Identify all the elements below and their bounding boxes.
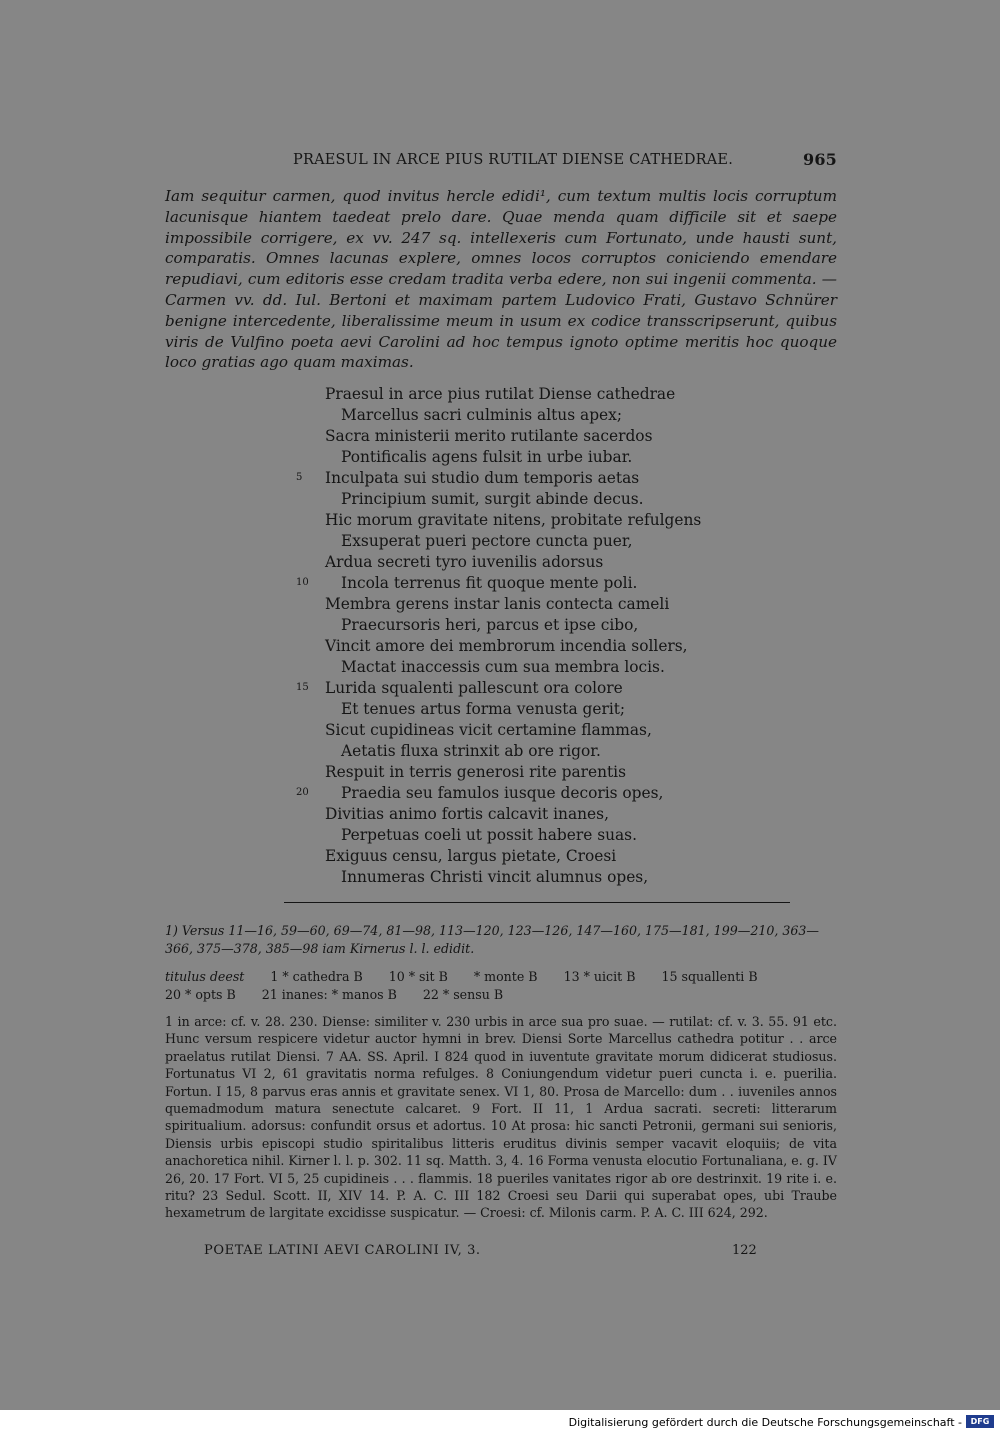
apparatus-entry: 21 inanes: * manos B: [261, 986, 397, 1002]
verse-number: 5: [296, 472, 303, 483]
verse-text: Et tenues artus forma venusta gerit;: [341, 700, 626, 718]
verse-number: 20: [296, 787, 309, 798]
verse-text: Divitias animo fortis calcavit inanes,: [325, 805, 609, 823]
verse-text: Innumeras Christi vincit alumnus opes,: [341, 868, 649, 886]
verse-line: [0, 532, 1000, 553]
verse-text: Mactat inaccessis cum sua membra locis.: [341, 658, 665, 676]
verse-line: [0, 742, 1000, 763]
verse-line: [0, 700, 1000, 721]
verse-line: [0, 847, 1000, 868]
apparatus-entry: titulus deest: [165, 969, 245, 984]
verse-line: [0, 721, 1000, 742]
verse-line: [0, 511, 1000, 532]
verse-line: [0, 679, 1000, 700]
verse-line: [0, 406, 1000, 427]
verse-text: Lurida squalenti pallescunt ora colore: [325, 679, 623, 697]
verse-text: Incola terrenus fit quoque mente poli.: [341, 574, 638, 592]
apparatus-entry: 15 squallenti B: [661, 969, 758, 984]
verse-line: [0, 805, 1000, 826]
verse-text: Praecursoris heri, parcus et ipse cibo,: [341, 616, 639, 634]
verse-text: Praesul in arce pius rutilat Diense cathedrae: [325, 385, 676, 403]
verse-line: [0, 574, 1000, 595]
verse-text: Sicut cupidineas vicit certamine flammas,: [325, 721, 652, 739]
verse-text: Respuit in terris generosi rite parentis: [325, 763, 626, 781]
verse-line: [0, 595, 1000, 616]
verse-text: Membra gerens instar lanis contecta cameli: [325, 595, 670, 613]
verse-line: [0, 826, 1000, 847]
verse-line: [0, 658, 1000, 679]
verse-line: [0, 427, 1000, 448]
verse-text: Ardua secreti tyro iuvenilis adorsus: [325, 553, 604, 571]
verse-line: [0, 385, 1000, 406]
apparatus-entry: * monte B: [473, 969, 538, 984]
verse-text: Exsuperat pueri pectore cuncta puer,: [341, 532, 633, 550]
verse-line: [0, 490, 1000, 511]
verse-text: Inculpata sui studio dum temporis aetas: [325, 469, 640, 487]
dfg-logo: DFG: [966, 1415, 994, 1428]
apparatus-entry: 13 * uicit B: [563, 969, 636, 984]
verse-line: [0, 763, 1000, 784]
page-header: [165, 150, 837, 174]
verse-number: 10: [296, 577, 309, 588]
critical-apparatus: [165, 968, 837, 1003]
footnote-rule: [284, 902, 790, 903]
footnote: 1) Versus 11—16, 59—60, 69—74, 81—98, 113—120, 123—126, 147—160, 175—181, 199—210, 363—366, 375—378, 385—98 iam Kirnerus l. l. edidit.: [165, 923, 819, 956]
digitization-footer: [0, 1410, 1000, 1434]
verse-text: Principium sumit, surgit abinde decus.: [341, 490, 644, 508]
verse-line: [0, 616, 1000, 637]
running-title: PRAESUL IN ARCE PIUS RUTILAT DIENSE CATHEDRAE.: [293, 152, 734, 168]
verse-line: [0, 784, 1000, 805]
verse-text: Vincit amore dei membrorum incendia sollers,: [325, 637, 688, 655]
signature-left: POETAE LATINI AEVI CAROLINI IV, 3.: [204, 1243, 481, 1258]
verse-text: Exiguus censu, largus pietate, Croesi: [325, 847, 617, 865]
signature-right: 122: [732, 1243, 757, 1258]
verse-text: Pontificalis agens fulsit in urbe iubar.: [341, 448, 633, 466]
verse-text: Marcellus sacri culminis altus apex;: [341, 406, 623, 424]
commentary: 1 in arce: cf. v. 28. 230. Diense: similiter v. 230 urbis in arce sua pro suae. — rutilat: cf. v. 3. 55. 91 etc. Hunc versum respicere videtur auctor hymni in brev. Diensi Sorte Marcellus cathedra potitur . . arce praelatus rutilat Diensi. 7 AA. SS. April. I 824 quod in iuventute gravitate morum didicerat studiosus. Fortunatus VI 2, 61 gravitatis norma refulges. 8 Coniungendum videtur pueri cuncta i. e. puerilia. Fortun. I 15, 8 parvus eras annis et gravitate senex. VI 1, 80. Prosa de Marcello: dum . . iuveniles annos quemadmodum matura senectute calcaret. 9 Fort. II 11, 1 Ardua sacrati. secreti: litterarum spiritualium. adorsus: confundit orsus et adortus. 10 At prosa: hic sancti Petronii, germani sui senioris, Diensis urbis episcopi studio spiritalibus litteris eruditus divinis semper vacavit eloquiis; de vita anachoretica nihil. Kirner l. l. p. 302. 11 sq. Matth. 3, 4. 16 Forma venusta elocutio Fortunaliana, e. g. IV 26, 20. 17 Fort. VI 5, 25 cupidineis . . . flammis. 18 pueriles vanitates rigor ab ore destrinxit. 19 rite i. e. ritu? 23 Sedul. Scott. II, XIV 14. P. A. C. III 182 Croesi seu Darii qui superabat opes, ubi Traube hexametrum de largitate excidisse suspicatur. — Croesi: cf. Milonis carm. P. A. C. III 624, 292.: [165, 1014, 837, 1221]
verse-number: 15: [296, 682, 309, 693]
verse-text: Aetatis fluxa strinxit ab ore rigor.: [341, 742, 601, 760]
apparatus-entry: 22 * sensu B: [422, 986, 504, 1002]
page-number: 965: [803, 150, 837, 169]
verse-text: Sacra ministerii merito rutilante sacerdos: [325, 427, 653, 445]
intro-paragraph: Iam sequitur carmen, quod invitus hercle edidi¹, cum textum multis locis corruptum lacunisque hiantem taedeat prelo dare. Quae menda quam difficile sit et saepe impossibile corrigere, ex vv. 247 sq. intellexeris cum Fortunato, unde hausti sunt, comparatis. Omnes lacunas explere, omnes locos corruptos coniciendo emendare repudiavi, cum editoris esse credam tradita verba edere, non sui ingenii commenta. — Carmen vv. dd. Iul. Bertoni et maximam partem Ludovico Frati, Gustavo Schnürer benigne intercedente, liberalissime meum in usum ex codice transscripserunt, quibus viris de Vulfino poeta aevi Carolini ad hoc tempus ignoto optime meritis hoc quoque loco gratias ago quam maximas.: [165, 187, 837, 372]
apparatus-entry: 20 * opts B: [165, 986, 236, 1002]
verse-line: [0, 469, 1000, 490]
apparatus-entry: 10 * sit B: [388, 969, 448, 984]
apparatus-entry: 1 * cathedra B: [270, 969, 363, 984]
verse-text: Praedia seu famulos iusque decoris opes,: [341, 784, 664, 802]
verse-line: [0, 637, 1000, 658]
verse-line: [0, 868, 1000, 889]
verse-line: [0, 553, 1000, 574]
footer-credit: Digitalisierung gefördert durch die Deutsche Forschungsgemeinschaft -: [568, 1416, 962, 1429]
verse-text: Hic morum gravitate nitens, probitate refulgens: [325, 511, 702, 529]
verse-line: [0, 448, 1000, 469]
verse-text: Perpetuas coeli ut possit habere suas.: [341, 826, 637, 844]
